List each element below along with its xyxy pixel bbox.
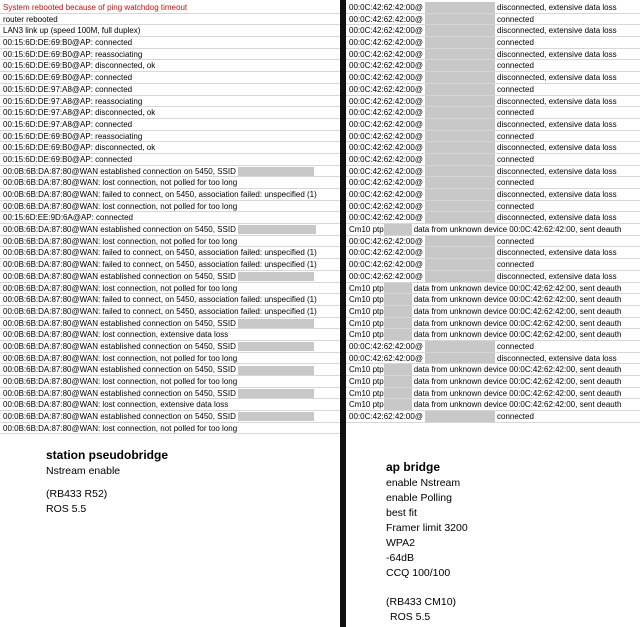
ap-log-message: data from unknown device 00:0C:42:62:42:00, sent deauth (413, 225, 622, 235)
ap-caption-line: WPA2 (386, 537, 415, 549)
redacted-identity (425, 119, 495, 130)
ap-log-prefix: 00:0C:42:62:42:00@ (349, 341, 423, 351)
redacted-identity (384, 294, 412, 305)
ap-log-line (346, 318, 640, 330)
station-log-line (0, 131, 340, 143)
station-log-text: 00:0B:6B:DA:87:80@WAN established connection on 5450, SSID (3, 341, 236, 351)
ap-log-line (346, 142, 640, 154)
ap-log-prefix: 00:0C:42:62:42:00@ (349, 131, 423, 141)
redacted-identity (425, 14, 495, 25)
ap-log-prefix: 00:0C:42:62:42:00@ (349, 108, 423, 118)
ap-log-message: data from unknown device 00:0C:42:62:42:00, sent deauth (413, 365, 622, 375)
ap-log-prefix: 00:0C:42:62:42:00@ (349, 143, 423, 153)
redacted-identity (425, 341, 495, 352)
station-log-text: 00:15:6D:DE:97:A8@AP: reassociating (3, 96, 143, 106)
redacted-identity (425, 142, 495, 153)
ap-log-message: disconnected, extensive data loss (497, 3, 617, 12)
station-log-line (0, 119, 340, 131)
redacted-identity (425, 201, 495, 212)
station-caption-spacer (46, 479, 168, 487)
station-caption-line: ROS 5.5 (46, 503, 87, 515)
ap-log-prefix: 00:0C:42:62:42:00@ (349, 166, 423, 176)
station-log-line (0, 236, 340, 248)
ap-log-prefix: Cm10 ptp (349, 318, 384, 328)
redacted-identity (425, 49, 495, 60)
station-log-text: 00:15:6D:DE:97:A8@AP: connected (3, 119, 133, 129)
ap-log-message: disconnected, extensive data loss (497, 49, 617, 59)
ap-log-message: connected (497, 154, 534, 164)
ap-caption-line: ROS 5.5 (390, 611, 431, 623)
ap-log-line (346, 119, 640, 131)
ap-log-prefix: 00:0C:42:62:42:00@ (349, 213, 423, 223)
ap-caption (386, 458, 468, 625)
redacted-identity (425, 212, 495, 223)
station-log-line (0, 107, 340, 119)
station-log-line (0, 247, 340, 259)
station-log-text: 00:0B:6B:DA:87:80@WAN: lost connection, not polled for too long (3, 353, 238, 363)
station-log-text: 00:0B:6B:DA:87:80@WAN: failed to connect, on 5450, association failed: unspecified (1) (3, 306, 317, 316)
ap-log-line (346, 388, 640, 400)
station-log-line (0, 399, 340, 411)
station-log-text: System rebooted because of ping watchdog timeout (3, 3, 188, 12)
ap-log-prefix: 00:0C:42:62:42:00@ (349, 14, 423, 24)
station-log-line (0, 294, 340, 306)
station-log-text: 00:15:6D:DE:69:B0@AP: reassociating (3, 131, 143, 141)
station-log-line (0, 72, 340, 84)
station-log-text: LAN3 link up (speed 100M, full duplex) (3, 26, 141, 36)
ap-log-line (346, 154, 640, 166)
station-log-line (0, 341, 340, 353)
redacted-identity (384, 306, 412, 317)
ap-log-line (346, 201, 640, 213)
station-log-text: 00:0B:6B:DA:87:80@WAN: lost connection, not polled for too long (3, 178, 238, 188)
ap-caption-spacer (386, 581, 468, 595)
redacted-identity (425, 131, 495, 142)
ap-log-line (346, 14, 640, 26)
ap-log-message: data from unknown device 00:0C:42:62:42:00, sent deauth (413, 306, 622, 316)
ap-log-line (346, 364, 640, 376)
ap-log-message: connected (497, 178, 534, 188)
ap-log-line (346, 341, 640, 353)
station-log-text: 00:0B:6B:DA:87:80@WAN: lost connection, extensive data loss (3, 330, 229, 340)
ap-log-message: disconnected, extensive data loss (497, 26, 617, 36)
ap-log-message: data from unknown device 00:0C:42:62:42:00, sent deauth (413, 295, 622, 305)
ap-log-prefix: Cm10 ptp (349, 306, 384, 316)
ap-log-line (346, 353, 640, 365)
ap-log-line (346, 60, 640, 72)
redacted-identity (425, 353, 495, 364)
ap-log-prefix: 00:0C:42:62:42:00@ (349, 73, 423, 83)
station-log-line (0, 388, 340, 400)
station-log-line (0, 224, 340, 236)
station-log-text: 00:0B:6B:DA:87:80@WAN: failed to connect, on 5450, association failed: unspecified (1) (3, 248, 317, 258)
redacted-identity (384, 329, 412, 340)
station-log-line (0, 2, 340, 14)
ap-log-prefix: Cm10 ptp (349, 295, 384, 305)
ap-log-line (346, 2, 640, 14)
ap-log-line (346, 247, 640, 259)
ap-log-prefix: Cm10 ptp (349, 365, 384, 375)
ap-log-message: data from unknown device 00:0C:42:62:42:00, sent deauth (413, 377, 622, 386)
ap-log-message: data from unknown device 00:0C:42:62:42:00, sent deauth (413, 283, 622, 293)
station-log-line (0, 201, 340, 213)
ap-log-prefix: 00:0C:42:62:42:00@ (349, 201, 423, 211)
redacted-identity (425, 25, 495, 36)
ap-log-prefix: 00:0C:42:62:42:00@ (349, 353, 423, 363)
ap-log-message: connected (497, 341, 534, 351)
ap-log-prefix: 00:0C:42:62:42:00@ (349, 3, 423, 12)
redacted-identity (425, 2, 495, 13)
station-log-text: router rebooted (3, 14, 58, 24)
redacted-identity (384, 376, 412, 387)
ap-log-message: disconnected, extensive data loss (497, 271, 617, 281)
ap-log-message: data from unknown device 00:0C:42:62:42:00, sent deauth (413, 400, 622, 410)
ap-log-line (346, 166, 640, 178)
ap-caption-line: enable Nstream (386, 477, 461, 489)
station-log-text: 00:15:6D:DE:97:A8@AP: connected (3, 84, 133, 94)
ap-log-message: connected (497, 412, 534, 422)
ap-log-line (346, 107, 640, 119)
station-log-line (0, 259, 340, 271)
ap-log-line (346, 189, 640, 201)
ap-log-message: disconnected, extensive data loss (497, 73, 617, 83)
ap-log-prefix: 00:0C:42:62:42:00@ (349, 96, 423, 106)
station-log-text: 00:0B:6B:DA:87:80@WAN established connection on 5450, SSID (3, 412, 236, 422)
ap-log-prefix: Cm10 ptp (349, 377, 384, 386)
station-log-line (0, 411, 340, 423)
ap-panel (346, 0, 640, 627)
ap-caption-line: enable Polling (386, 492, 452, 504)
ap-log-message: connected (497, 38, 534, 48)
station-caption (46, 446, 168, 517)
ap-log-line (346, 177, 640, 189)
redacted-identity (425, 37, 495, 48)
redacted-identity (425, 189, 495, 200)
ap-log-line (346, 25, 640, 37)
station-log-line (0, 177, 340, 189)
ap-log-prefix: Cm10 ptp (349, 283, 384, 293)
station-log-line (0, 306, 340, 318)
redacted-identity (384, 364, 412, 375)
ap-log-message: data from unknown device 00:0C:42:62:42:00, sent deauth (413, 318, 622, 328)
ap-log-line (346, 212, 640, 224)
redacted-ssid (238, 389, 314, 398)
redacted-identity (425, 154, 495, 165)
redacted-identity (425, 96, 495, 107)
ap-log-message: disconnected, extensive data loss (497, 248, 617, 258)
station-log-line (0, 166, 340, 178)
ap-log-prefix: 00:0C:42:62:42:00@ (349, 236, 423, 246)
ap-log-prefix: 00:0C:42:62:42:00@ (349, 61, 423, 71)
ap-log-message: connected (497, 131, 534, 141)
ap-log-message: connected (497, 61, 534, 71)
ap-log-line (346, 271, 640, 283)
ap-log-line (346, 306, 640, 318)
ap-caption-line: CCQ 100/100 (386, 567, 451, 579)
ap-log-line (346, 131, 640, 143)
redacted-ssid (238, 319, 314, 328)
station-log-line (0, 283, 340, 295)
ap-log-line (346, 399, 640, 411)
ap-log-message: connected (497, 14, 534, 24)
ap-log-prefix: 00:0C:42:62:42:00@ (349, 49, 423, 59)
redacted-identity (384, 224, 412, 235)
station-log-text: 00:15:6D:DE:69:B0@AP: reassociating (3, 49, 143, 59)
station-log-text: 00:0B:6B:DA:87:80@WAN: lost connection, extensive data loss (3, 400, 229, 410)
redacted-identity (425, 247, 495, 258)
redacted-ssid (238, 412, 314, 421)
redacted-identity (425, 236, 495, 247)
ap-caption-line: (RB433 CM10) (386, 596, 457, 608)
ap-log-prefix: Cm10 ptp (349, 330, 384, 340)
station-log (0, 2, 340, 434)
station-log-line (0, 423, 340, 435)
ap-log-line (346, 224, 640, 236)
station-log-text: 00:0B:6B:DA:87:80@WAN: failed to connect, on 5450, association failed: unspecified (1) (3, 260, 317, 270)
station-log-line (0, 60, 340, 72)
ap-log-line (346, 259, 640, 271)
station-log-text: 00:0B:6B:DA:87:80@WAN: lost connection, not polled for too long (3, 377, 238, 386)
station-log-line (0, 212, 340, 224)
station-log-line (0, 142, 340, 154)
station-log-line (0, 49, 340, 61)
ap-log-message: disconnected, extensive data loss (497, 353, 617, 363)
ap-log-line (346, 236, 640, 248)
station-log-text: 00:0B:6B:DA:87:80@WAN established connection on 5450, SSID (3, 318, 236, 328)
ap-caption-line: Framer limit 3200 (386, 522, 468, 534)
redacted-identity (425, 259, 495, 270)
station-log-text: 00:15:6D:DE:69:B0@AP: connected (3, 38, 133, 48)
station-log-line (0, 376, 340, 388)
ap-log-line (346, 37, 640, 49)
ap-log-prefix: Cm10 ptp (349, 225, 384, 235)
station-log-text: 00:0B:6B:DA:87:80@WAN: lost connection, not polled for too long (3, 236, 238, 246)
redacted-identity (384, 399, 412, 410)
redacted-ssid (238, 272, 314, 281)
station-caption-title: station pseudobridge (46, 448, 169, 462)
ap-log-message: connected (497, 84, 534, 94)
ap-log-prefix: 00:0C:42:62:42:00@ (349, 154, 423, 164)
ap-log-prefix: 00:0C:42:62:42:00@ (349, 248, 423, 258)
redacted-identity (425, 60, 495, 71)
station-log-text: 00:0B:6B:DA:87:80@WAN established connection on 5450, SSID (3, 365, 236, 375)
ap-log-message: data from unknown device 00:0C:42:62:42:00, sent deauth (413, 330, 622, 340)
ap-log-message: connected (497, 108, 534, 118)
ap-log (346, 2, 640, 423)
ap-log-line (346, 96, 640, 108)
station-log-text: 00:0B:6B:DA:87:80@WAN: lost connection, not polled for too long (3, 423, 238, 433)
station-log-line (0, 271, 340, 283)
station-log-text: 00:0B:6B:DA:87:80@WAN established connection on 5450, SSID (3, 271, 236, 281)
station-log-text: 00:0B:6B:DA:87:80@WAN established connection on 5450, SSID (3, 166, 236, 176)
redacted-identity (425, 72, 495, 83)
ap-log-message: disconnected, extensive data loss (497, 119, 617, 129)
ap-log-prefix: 00:0C:42:62:42:00@ (349, 260, 423, 270)
station-log-text: 00:15:6D:DE:69:B0@AP: disconnected, ok (3, 61, 156, 71)
redacted-ssid (238, 366, 314, 375)
redacted-identity (425, 271, 495, 282)
station-log-line (0, 25, 340, 37)
station-log-line (0, 318, 340, 330)
ap-log-line (346, 283, 640, 295)
station-log-line (0, 37, 340, 49)
ap-log-prefix: 00:0C:42:62:42:00@ (349, 412, 423, 422)
ap-log-line (346, 84, 640, 96)
redacted-identity (425, 411, 495, 422)
station-caption-line: (RB433 R52) (46, 488, 108, 500)
ap-log-message: disconnected, extensive data loss (497, 213, 617, 223)
redacted-ssid (238, 342, 314, 351)
redacted-identity (384, 318, 412, 329)
ap-log-prefix: 00:0C:42:62:42:00@ (349, 271, 423, 281)
station-log-text: 00:0B:6B:DA:87:80@WAN established connection on 5450, SSID (3, 225, 236, 235)
ap-log-message: connected (497, 236, 534, 246)
station-log-line (0, 14, 340, 26)
station-log-text: 00:15:6D:EE:9D:6A@AP: connected (3, 213, 133, 223)
ap-log-prefix: 00:0C:42:62:42:00@ (349, 84, 423, 94)
ap-log-line (346, 49, 640, 61)
station-log-text: 00:0B:6B:DA:87:80@WAN: lost connection, not polled for too long (3, 201, 238, 211)
station-log-line (0, 329, 340, 341)
redacted-identity (384, 388, 412, 399)
station-log-text: 00:15:6D:DE:97:A8@AP: disconnected, ok (3, 108, 156, 118)
station-log-line (0, 364, 340, 376)
ap-log-prefix: 00:0C:42:62:42:00@ (349, 38, 423, 48)
station-log-text: 00:0B:6B:DA:87:80@WAN established connection on 5450, SSID (3, 388, 236, 398)
station-log-line (0, 84, 340, 96)
ap-caption-line: -64dB (386, 552, 415, 564)
ap-log-line (346, 329, 640, 341)
redacted-ssid (238, 167, 314, 176)
station-caption-line: Nstream enable (46, 465, 121, 477)
station-log-line (0, 154, 340, 166)
redacted-identity (384, 283, 412, 294)
ap-log-prefix: 00:0C:42:62:42:00@ (349, 119, 423, 129)
ap-log-prefix: Cm10 ptp (349, 388, 384, 398)
redacted-ssid (238, 225, 316, 234)
redacted-identity (425, 107, 495, 118)
ap-log-line (346, 376, 640, 388)
ap-log-message: disconnected, extensive data loss (497, 166, 617, 176)
station-log-line (0, 353, 340, 365)
ap-log-message: data from unknown device 00:0C:42:62:42:00, sent deauth (413, 388, 622, 398)
station-log-line (0, 96, 340, 108)
ap-log-prefix: 00:0C:42:62:42:00@ (349, 26, 423, 36)
ap-log-prefix: 00:0C:42:62:42:00@ (349, 178, 423, 188)
station-log-line (0, 189, 340, 201)
redacted-identity (425, 166, 495, 177)
station-log-text: 00:0B:6B:DA:87:80@WAN: failed to connect, on 5450, association failed: unspecified (1) (3, 295, 317, 305)
ap-log-line (346, 72, 640, 84)
ap-log-message: disconnected, extensive data loss (497, 143, 617, 153)
redacted-identity (425, 84, 495, 95)
ap-log-message: disconnected, extensive data loss (497, 190, 617, 199)
ap-log-line (346, 294, 640, 306)
ap-caption-line: best fit (386, 507, 417, 519)
ap-log-prefix: 00:0C:42:62:42:00@ (349, 190, 423, 199)
ap-log-line (346, 411, 640, 423)
station-log-text: 00:0B:6B:DA:87:80@WAN: failed to connect, on 5450, association failed: unspecified (1) (3, 190, 317, 199)
redacted-identity (425, 177, 495, 188)
ap-log-message: disconnected, extensive data loss (497, 96, 617, 106)
ap-log-message: connected (497, 260, 534, 270)
station-log-text: 00:0B:6B:DA:87:80@WAN: lost connection, not polled for too long (3, 283, 238, 293)
ap-log-message: connected (497, 201, 534, 211)
station-log-text: 00:15:6D:DE:69:B0@AP: connected (3, 154, 133, 164)
ap-caption-title: ap bridge (386, 460, 441, 474)
station-log-text: 00:15:6D:DE:69:B0@AP: connected (3, 73, 133, 83)
station-log-text: 00:15:6D:DE:69:B0@AP: disconnected, ok (3, 143, 156, 153)
ap-log-prefix: Cm10 ptp (349, 400, 384, 410)
